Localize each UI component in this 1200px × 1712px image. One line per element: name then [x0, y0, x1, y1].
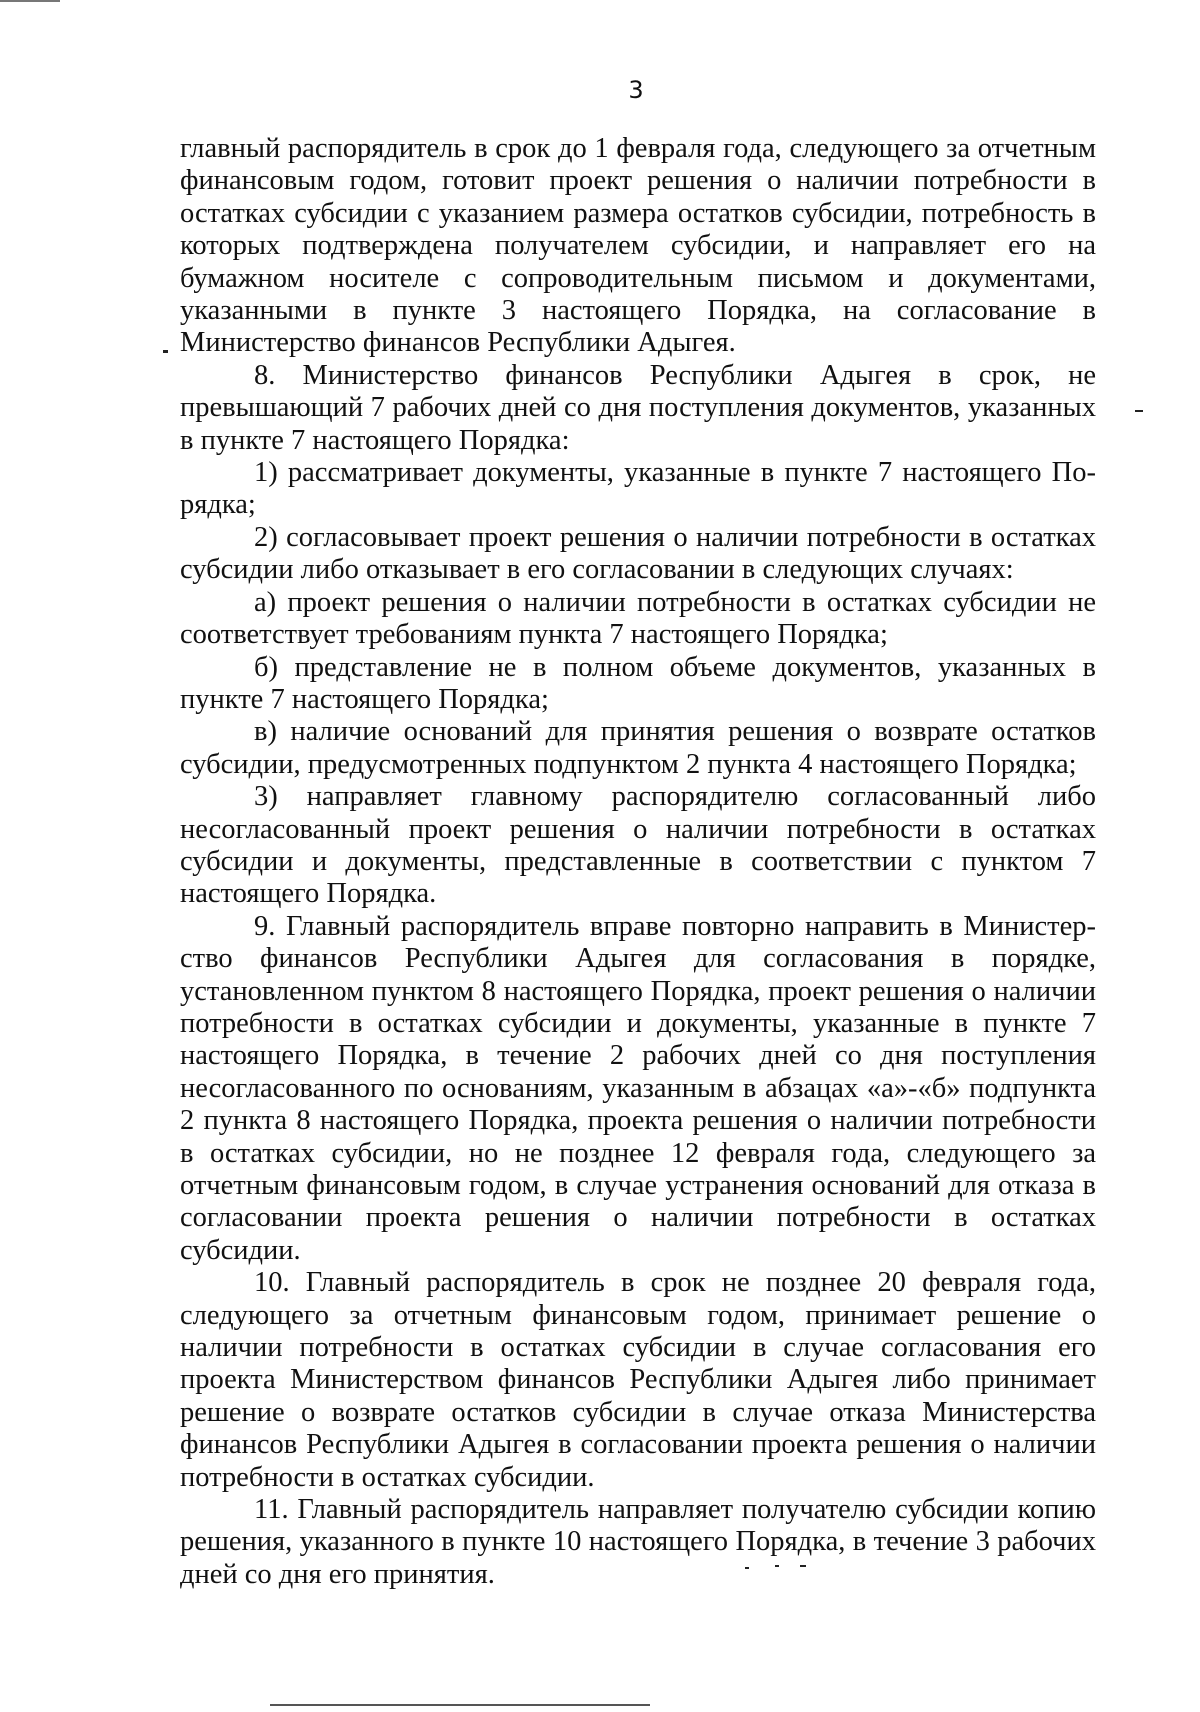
page-number: 3 — [628, 76, 644, 104]
paragraph-continuation: главный распорядитель в срок до 1 февраля года, следующего за отчетным финансовым годом, готовит проект решения о наличии потребности в остатках субсидии с указанием размера остатков субсидии, потребность в которых подтверждена получателем субсидии, и направляет его на бумажном носителе с сопроводительным письмом и документами, указанными в пункте 3 настоящего Порядка, на согласование в Министерство финансов Республики Адыгея. — [180, 133, 1096, 359]
paragraph-8: 8. Министерство финансов Республики Адыгея в срок, не превышающий 7 рабочих дней со дня поступления документов, указанных в пункте 7 настоящего Порядка: — [180, 359, 1096, 456]
paragraph-8-item-2b: б) представление не в полном объеме документов, указанных в пункте 7 настоящего Порядка; — [180, 651, 1096, 715]
paragraph-8-item-2v: в) наличие оснований для принятия решения о возврате остатков субсидии, предусмотренных подпунктом 2 пункта 4 настоящего Порядка; — [180, 716, 1096, 780]
scan-artifact — [775, 1565, 779, 1567]
paragraph-8-item-2a: а) проект решения о наличии потребности в остатках субсидии не соответствует требованиям пункта 7 настоящего Порядка; — [180, 586, 1096, 651]
paragraph-8-item-3: 3) направляет главному распорядителю согласованный либо несогласованный проект решения о наличии потребности в остатках субсидии и документы, представленные в соответствии с пунктом 7 настоящего Порядка. — [180, 781, 1096, 910]
scan-artifact — [745, 1567, 749, 1569]
document-body — [180, 133, 1096, 1591]
scan-top-edge — [0, 0, 60, 2]
scan-artifact — [1135, 410, 1143, 412]
scan-bottom-edge — [270, 1704, 650, 1706]
paragraph-10: 10. Главный распорядитель в срок не позднее 20 февраля года, следующего за отчетным финансовым годом, принимает решение о наличии потребности в остатках субсидии в случае согласования его проекта Министерством финансов Республики Адыгея либо принимает решение о возврате остатков субсидии в случае отказа Министерства финансов Республики Адыгея в согласовании проекта решения о наличии потребности в остатках субсидии. — [180, 1267, 1096, 1493]
paragraph-8-item-1: 1) рассматривает документы, указанные в пункте 7 настоящего Порядка; — [180, 457, 1096, 521]
paragraph-8-item-2: 2) согласовывает проект решения о наличии потребности в остатках субсидии либо отказывает в его согласовании в следующих случаях: — [180, 521, 1096, 586]
paragraph-11: 11. Главный распорядитель направляет получателю субсидии копию решения, указанного в пункте 10 настоящего Порядка, в течение 3 рабочих дней со дня его принятия. — [180, 1494, 1096, 1590]
paragraph-9: 9. Главный распорядитель вправе повторно направить в Министерство финансов Республики Адыгея для согласования в порядке, установленном пунктом 8 настоящего Порядка, проект решения о наличии потребности в остатках субсидии и документы, указанные в пункте 7 настоящего Порядка, в течение 2 рабочих дней со дня поступления несогласованного по основаниям, указанным в абзацах «а»-«б» подпункта 2 пункта 8 настоящего Порядка, проекта решения о наличии потребности в остатках субсидии, но не позднее 12 февраля года, следующего за отчетным финансовым годом, в случае устранения оснований для отказа в согласовании проекта решения о наличии потребности в остатках субсидии. — [180, 910, 1096, 1266]
scan-artifact — [800, 1565, 806, 1567]
scan-artifact — [163, 350, 168, 353]
